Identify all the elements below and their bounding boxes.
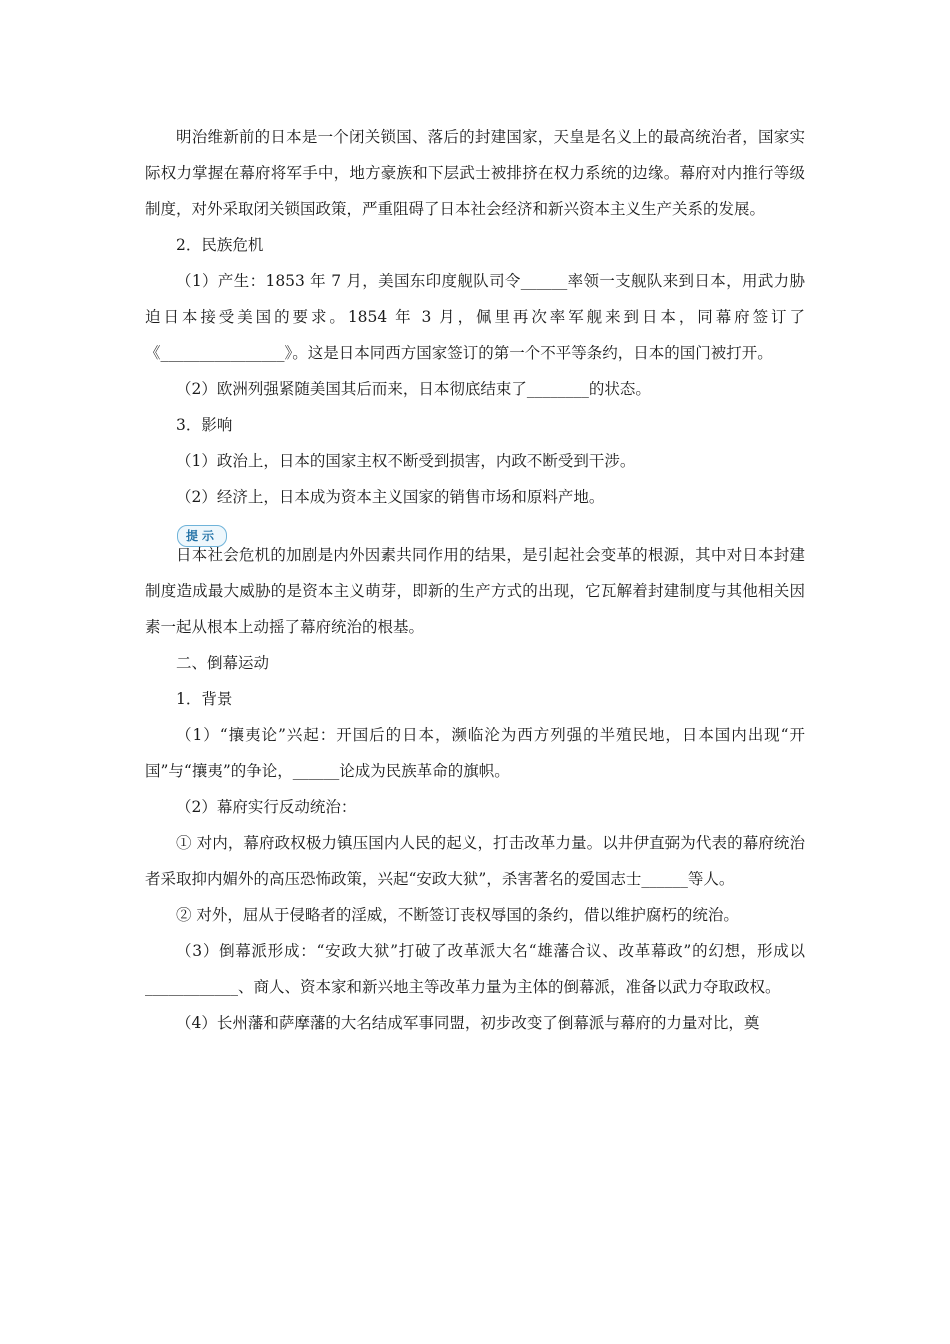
paragraph-politics: （1）政治上，日本的国家主权不断受到损害，内政不断受到干涉。	[176, 452, 636, 470]
paragraph-europe: （2）欧洲列强紧随美国其后而来，日本彻底结束了________的状态。	[176, 380, 651, 398]
paragraph-origin: （1）产生：1853 年 7 月，美国东印度舰队司令______率领一支舰队来到日本，用武力胁迫日本接受美国的要求。1854 年 3 月，佩里再次率军舰来到日本，同幕府签订了《________________》。这是日本同西方国家签订的第一个不平等条约，日本的国门被打开。	[145, 272, 805, 362]
paragraph-expel-barbarians: （1）“攘夷论”兴起：开国后的日本，濒临沦为西方列强的半殖民地，日本国内出现“开国”与“攘夷”的争论，______论成为民族革命的旗帜。	[145, 726, 805, 780]
section-heading-overthrow: 二、倒幕运动	[176, 654, 270, 672]
heading-national-crisis: 2．民族危机	[176, 236, 264, 254]
paragraph-background: 明治维新前的日本是一个闭关锁国、落后的封建国家，天皇是名义上的最高统治者，国家实际权力掌握在幕府将军手中，地方豪族和下层武士被排挤在权力系统的边缘。幕府对内推行等级制度，对外采取闭关锁国政策，严重阻碍了日本社会经济和新兴资本主义生产关系的发展。	[145, 128, 805, 218]
paragraph-economy: （2）经济上，日本成为资本主义国家的销售市场和原料产地。	[176, 488, 605, 506]
paragraph-alliance: （4）长州藩和萨摩藩的大名结成军事同盟，初步改变了倒幕派与幕府的力量对比，奠	[176, 1014, 760, 1032]
paragraph-external: ② 对外，屈从于侵略者的淫威，不断签订丧权辱国的条约，借以维护腐朽的统治。	[176, 906, 739, 924]
tip-paragraph: 日本社会危机的加剧是内外因素共同作用的结果，是引起社会变革的根源，其中对日本封建制度造成最大威胁的是资本主义萌芽，即新的生产方式的出现，它瓦解着封建制度与其他相关因素一起从根本上动摇了幕府统治的根基。	[145, 546, 805, 636]
document-body	[145, 119, 805, 1041]
heading-impact: 3．影响	[176, 416, 233, 434]
paragraph-internal: ① 对内，幕府政权极力镇压国内人民的起义，打击改革力量。以井伊直弼为代表的幕府统治者采取抑内媚外的高压恐怖政策，兴起“安政大狱”，杀害著名的爱国志士______等人。	[145, 834, 805, 888]
paragraph-reactionary-rule: （2）幕府实行反动统治：	[176, 798, 357, 816]
tip-badge: 提示	[177, 525, 227, 547]
heading-background: 1．背景	[176, 690, 233, 708]
paragraph-faction-formation: （3）倒幕派形成：“安政大狱”打破了改革派大名“雄藩合议、改革幕政”的幻想，形成以____________、商人、资本家和新兴地主等改革力量为主体的倒幕派，准备以武力夺取政权。	[145, 942, 805, 996]
